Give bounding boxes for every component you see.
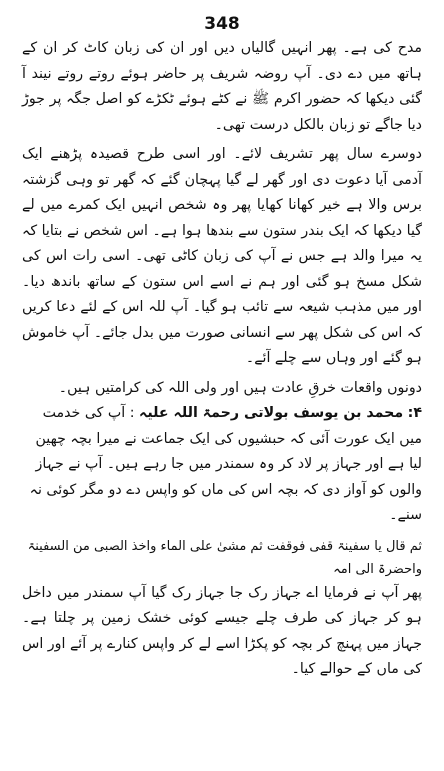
paragraph-3: دونوں واقعات خرقِ عادت ہیں اور ولی اللہ کی کرامتیں ہیں۔ xyxy=(58,379,422,396)
paragraph-1: مدح کی ہے۔ پھر انہیں گالیاں دیں اور ان کی زبان کاٹ کر ان کے ہاتھ میں دے دی۔ آپ روضہ شریف پر حاضر ہوئے روتے روتے نیند آ گئی دیکھا کہ حضور اکرم ﷺ نے کٹے ہوئے ٹکڑے کو اصل جگہ پر جوڑ دیا جاگے تو زبان بالکل درست تھی۔ xyxy=(22,40,422,133)
arabic-quote: ثم قال یا سفینۃ قفی فوقفت ثم مشیٰ علی الماء واخذ الصبی من السفینۃ واحضرۃ الی امہ xyxy=(27,538,422,577)
paragraph-2: دوسرے سال پھر تشریف لائے۔ اور اسی طرح قصیدہ پڑھنے ایک آدمی آیا دعوت دی اور گھر لے گیا پہچان گئے کہ گھر تو وہی گزشتہ برس والا ہے خیر کھانا کھایا پھر وہ شخص انہیں ایک کمرے میں لے گیا دیکھا کہ ایک بندر ستون سے بندھا ہوا ہے۔ اس شخص نے بتایا کہ یہ میرا والد ہے جس نے آپ کی زبان کاٹی تھی۔ اسی رات اس کی شکل مسخ ہو گئی اور ہم نے اسے اس ستون کے ساتھ باندھ دیا۔ اور میں مذہب شیعہ سے تائب ہو گیا۔ آپ للہ اس کے لئے دعا کریں کہ اس کی شکل پھر سے انسانی صورت میں بدل جائے۔ آپ خاموش ہو گئے اور وہاں سے چلے آئے۔ xyxy=(22,146,422,366)
page-number: 348 xyxy=(204,14,240,34)
section-text: : آپ کی خدمت میں ایک عورت آئی کہ حبشیوں کی ایک جماعت نے میرا بچہ چھین لیا ہے اور جہاز پر لاد کر وہ سمندر میں جا رہے ہیں۔ آپ نے جہاز والوں کو آواز دی کہ بچہ اس کی ماں کو واپس دے دو مگر کوئی نہ سنے۔ xyxy=(29,405,422,523)
section-4 xyxy=(22,401,422,529)
closing-paragraph: پھر آپ نے فرمایا اے جہاز رک جا جہاز رک گیا آپ سمندر میں داخل ہو کر جہاز کی طرف چلے جیسے کوئی خشک زمین پر چلتا ہے۔ جہاز میں پہنچ کر بچہ کو پکڑا اسے لے کر واپس کنارے پر آئے اور اس کی ماں کے حوالے کیا۔ xyxy=(22,584,422,677)
section-title: محمد بن یوسف بولاتی رحمۃ اللہ علیہ xyxy=(139,405,404,421)
section-number: ۴: xyxy=(407,405,422,421)
